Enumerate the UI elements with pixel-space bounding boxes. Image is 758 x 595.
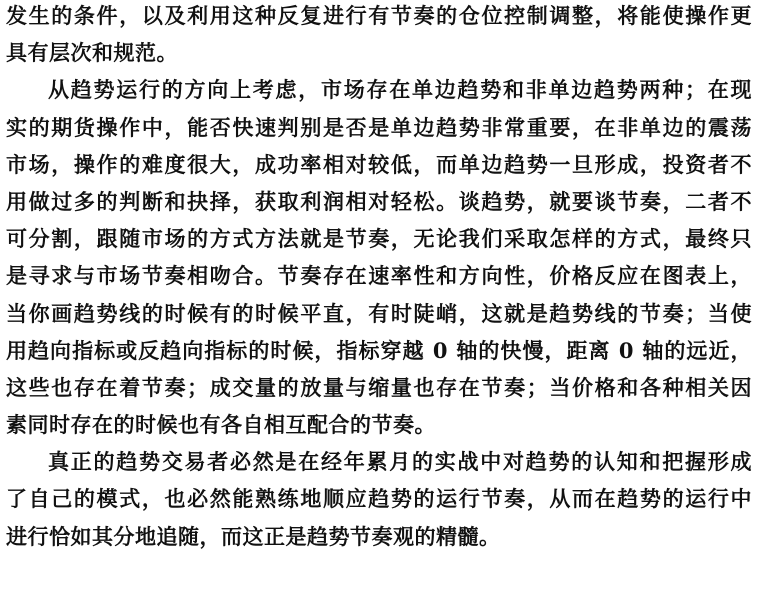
text-line: 当你画趋势线的时候有的时候平直，有时陡峭，这就是趋势线的节奏；当使 [6,300,752,326]
text-line: 用做过多的判断和抉择，获取利润相对轻松。谈趋势，就要谈节奏，二者不 [6,188,752,214]
paragraph-2 [6,71,752,443]
text-line: 用趋向指标或反趋向指标的时候，指标穿越 0 轴的快慢，距离 0 轴的远近， [6,337,752,363]
text-line: 实的期货操作中，能否快速判别是否是单边趋势非常重要，在非单边的震荡 [6,114,752,140]
text-line: 了自己的模式，也必然能熟练地顺应趋势的运行节奏，从而在趋势的运行中 [6,486,752,512]
text-line: 真正的趋势交易者必然是在经年累月的实战中对趋势的认知和把握形成 [48,449,752,475]
text-line: 从趋势运行的方向上考虑，市场存在单边趋势和非单边趋势两种；在现 [48,77,752,103]
paragraph-1 [6,0,752,71]
text-line: 市场，操作的难度很大，成功率相对较低，而单边趋势一旦形成，投资者不 [6,151,752,177]
text-line: 可分割，跟随市场的方式方法就是节奏，无论我们采取怎样的方式，最终只 [6,226,752,252]
text-line: 发生的条件，以及利用这种反复进行有节奏的仓位控制调整，将能使操作更 [6,3,752,28]
text-line: 进行恰如其分地追随，而这正是趋势节奏观的精髓。 [6,523,501,549]
text-line: 这些也存在着节奏；成交量的放量与缩量也存在节奏；当价格和各种相关因 [6,374,752,400]
text-line: 具有层次和规范。 [6,40,178,66]
paragraph-3 [6,443,752,555]
text-line: 素同时存在的时候也有各自相互配合的节奏。 [6,412,436,438]
text-line: 是寻求与市场节奏相吻合。节奏存在速率性和方向性，价格反应在图表上， [6,263,752,289]
